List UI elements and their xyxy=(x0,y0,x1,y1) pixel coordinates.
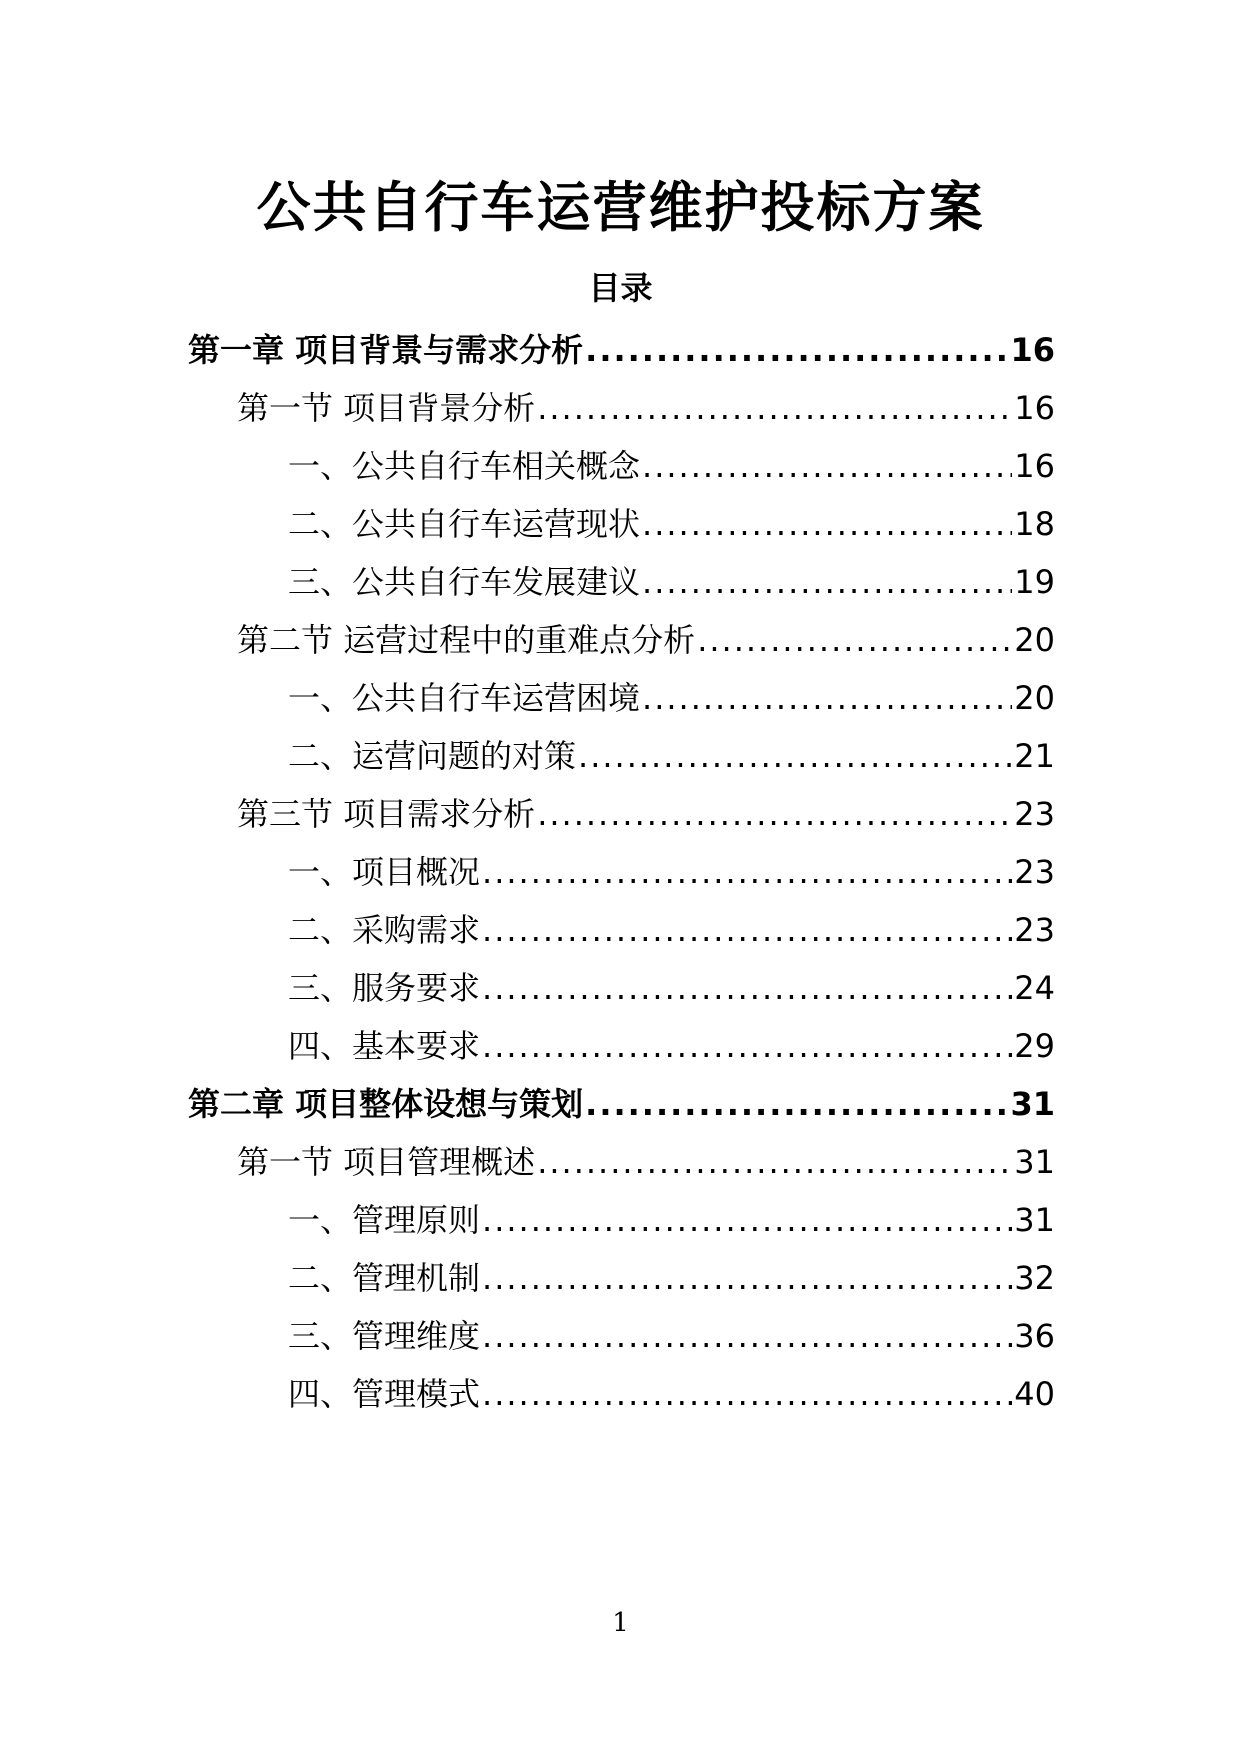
toc-entry[interactable] xyxy=(188,328,1055,372)
toc-dot-leader xyxy=(585,328,1008,372)
toc-dot-leader xyxy=(482,1198,1012,1242)
toc-dot-leader xyxy=(482,1314,1012,1358)
toc-dot-leader xyxy=(482,908,1012,952)
toc-dot-leader xyxy=(537,1140,1012,1184)
toc-entry[interactable] xyxy=(288,734,1055,778)
toc-entry[interactable] xyxy=(288,1314,1055,1358)
toc-entry[interactable] xyxy=(288,908,1055,952)
toc-entry[interactable] xyxy=(237,1140,1055,1184)
toc-dot-leader xyxy=(585,1082,1008,1126)
toc-entry-label: 第一节 项目背景分析 xyxy=(237,389,536,427)
toc-dot-leader xyxy=(537,386,1012,430)
toc-dot-leader xyxy=(642,444,1012,488)
toc-dot-leader xyxy=(482,1372,1012,1416)
toc-dot-leader xyxy=(642,676,1012,720)
toc-entry-label: 四、基本要求 xyxy=(288,1027,481,1065)
toc-dot-leader xyxy=(642,502,1012,546)
toc-dot-leader xyxy=(537,792,1012,836)
toc-entry[interactable] xyxy=(288,1372,1055,1416)
toc-entry-page: 23 xyxy=(1014,795,1055,833)
toc-entry[interactable] xyxy=(188,1082,1055,1126)
toc-entry-page: 23 xyxy=(1014,911,1055,949)
toc-entry-page: 23 xyxy=(1014,853,1055,891)
toc-entry-page: 40 xyxy=(1014,1375,1055,1413)
toc-entry-page: 16 xyxy=(1014,389,1055,427)
toc-dot-leader xyxy=(578,734,1012,778)
toc-entry-label: 一、管理原则 xyxy=(288,1201,481,1239)
toc-dot-leader xyxy=(482,850,1012,894)
toc-dot-leader xyxy=(482,1024,1012,1068)
toc-entry-page: 20 xyxy=(1014,679,1055,717)
toc-entry-label: 第三节 项目需求分析 xyxy=(237,795,536,833)
toc-entry-label: 二、公共自行车运营现状 xyxy=(288,505,641,543)
toc-entry[interactable] xyxy=(288,1256,1055,1300)
toc-entry-label: 四、管理模式 xyxy=(288,1375,481,1413)
toc-entry-label: 一、公共自行车相关概念 xyxy=(288,447,641,485)
toc-entry-page: 16 xyxy=(1014,447,1055,485)
toc-entry-label: 三、公共自行车发展建议 xyxy=(288,563,641,601)
toc-entry[interactable] xyxy=(288,850,1055,894)
toc-entry-page: 20 xyxy=(1014,621,1055,659)
toc-entry-label: 第二章 项目整体设想与策划 xyxy=(188,1085,584,1123)
toc-entry-page: 29 xyxy=(1014,1027,1055,1065)
toc-entry[interactable] xyxy=(288,676,1055,720)
toc-entry-label: 二、采购需求 xyxy=(288,911,481,949)
toc-entry-page: 31 xyxy=(1010,1085,1055,1123)
toc-entry-page: 32 xyxy=(1014,1259,1055,1297)
toc-dot-leader xyxy=(482,1256,1012,1300)
toc-entry[interactable] xyxy=(288,502,1055,546)
toc-entry-page: 31 xyxy=(1014,1201,1055,1239)
toc-entry[interactable] xyxy=(237,618,1055,662)
toc-entry-label: 一、项目概况 xyxy=(288,853,481,891)
toc-entry[interactable] xyxy=(288,444,1055,488)
toc-entry[interactable] xyxy=(288,560,1055,604)
toc-entry-page: 24 xyxy=(1014,969,1055,1007)
toc-entry-label: 二、运营问题的对策 xyxy=(288,737,577,775)
page-number: 1 xyxy=(612,1608,629,1638)
toc-entry-page: 18 xyxy=(1014,505,1055,543)
toc-entry-label: 三、管理维度 xyxy=(288,1317,481,1355)
toc-entry-page: 31 xyxy=(1014,1143,1055,1181)
toc-entry-page: 19 xyxy=(1014,563,1055,601)
toc-entry[interactable] xyxy=(237,386,1055,430)
toc-dot-leader xyxy=(697,618,1012,662)
toc-entry[interactable] xyxy=(288,1024,1055,1068)
toc-entry-label: 三、服务要求 xyxy=(288,969,481,1007)
toc-entry-label: 第一节 项目管理概述 xyxy=(237,1143,536,1181)
toc-entry-page: 36 xyxy=(1014,1317,1055,1355)
toc-entry-label: 第二节 运营过程中的重难点分析 xyxy=(237,621,696,659)
toc-entry[interactable] xyxy=(288,966,1055,1010)
toc-heading: 目录 xyxy=(588,269,653,307)
toc-dot-leader xyxy=(642,560,1012,604)
document-title: 公共自行车运营维护投标方案 xyxy=(256,176,985,239)
toc-entry-page: 21 xyxy=(1014,737,1055,775)
toc-entry[interactable] xyxy=(288,1198,1055,1242)
toc-entry-label: 第一章 项目背景与需求分析 xyxy=(188,331,584,369)
toc-dot-leader xyxy=(482,966,1012,1010)
toc-entry-page: 16 xyxy=(1010,331,1055,369)
toc-entry-label: 二、管理机制 xyxy=(288,1259,481,1297)
toc-entry-label: 一、公共自行车运营困境 xyxy=(288,679,641,717)
toc-entry[interactable] xyxy=(237,792,1055,836)
